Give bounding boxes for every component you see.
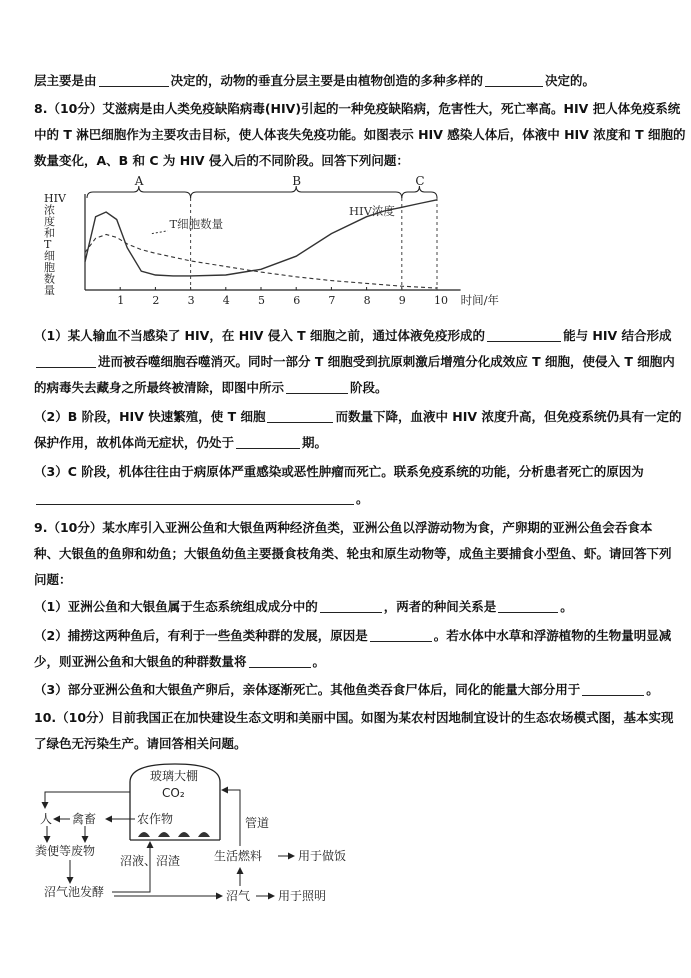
q8-intro-line-3: 数量变化，A、B 和 C 为 HIV 侵入后的不同阶段。回答下列问题： (34, 153, 409, 168)
t-cell-annotation: T细胞数量 (169, 216, 224, 231)
phase-label: A (134, 176, 144, 188)
answer-blank[interactable] (370, 628, 432, 642)
pipe-label: 管道 (245, 816, 270, 830)
x-tick-label: 2 (152, 294, 160, 307)
answer-blank[interactable] (582, 682, 644, 696)
answer-blank[interactable] (36, 354, 96, 368)
answer-blank[interactable] (286, 380, 348, 394)
x-tick-label: 3 (187, 294, 195, 307)
q8-sub3-line-1: （3）C 阶段，机体往往由于病原体严重感染或恶性肿瘤而死亡。联系免疫系统的功能，分析患者死亡的原因为 (34, 464, 644, 479)
q10-intro-line-2: 了绿色无污染生产。请回答相关问题。 (34, 736, 247, 751)
y-axis-label-char: 细 (44, 249, 55, 263)
q9-sub1-line: （1）亚洲公鱼和大银鱼属于生态系统组成成分中的 ，两者的种间关系是 。 (34, 599, 573, 614)
y-axis-label-char: 量 (44, 284, 55, 297)
q8-sub1-line-1: （1）某人输血不当感染了 HIV，在 HIV 侵入 T 细胞之前，通过体液免疫形成的 能与 HIV 结合形成 (34, 328, 672, 343)
answer-blank[interactable] (485, 73, 543, 87)
y-axis-label-char: T (44, 238, 52, 251)
x-tick-label: 9 (398, 294, 406, 307)
q8-sub2-line-1: （2）B 阶段，HIV 快速繁殖，使 T 细胞 而数量下降，血液中 HIV 浓度升高，但免疫系统仍具有一定的 (34, 409, 682, 424)
x-tick-label: 10 (434, 294, 448, 307)
y-axis-label-char: 和 (44, 226, 55, 240)
x-tick-label: 5 (258, 294, 265, 307)
y-axis-label-char: 度 (44, 215, 55, 228)
x-tick-label: 8 (363, 294, 371, 307)
crops-label: 农作物 (137, 812, 174, 826)
phase-label: B (292, 176, 302, 188)
phase-label: C (415, 176, 425, 188)
t-cell-series-line (85, 235, 437, 289)
x-tick-label: 1 (117, 294, 125, 307)
q8-sub1-line-2: 进而被吞噬细胞吞噬消灭。同时一部分 T 细胞受到抗原刺激后增殖分化成效应 T 细胞，使侵入 T 细胞内 (34, 353, 664, 371)
eco-farm-diagram (30, 760, 370, 910)
cooking-label: 用于做饭 (298, 849, 347, 863)
x-tick-label: 4 (222, 294, 230, 307)
q10-intro-line-1: 10.（10分）目前我国正在加快建设生态文明和美丽中国。如图为某农村因地制宜设计的生态农场模式图，基本实现 (34, 710, 674, 725)
x-axis-label: 时间/年 (460, 293, 499, 307)
y-axis-label-char: HIV (44, 192, 66, 205)
q9-sub3-line: （3）部分亚洲公鱼和大银鱼产卵后，亲体逐渐死亡。其他鱼类吞食尸体后，同化的能量大部分用于 。 (34, 682, 659, 697)
y-axis-label-char: 数 (44, 272, 55, 286)
q8-sub1-line-3: 的病毒失去藏身之所最终被清除，即图中所示 阶段。 (34, 380, 388, 395)
t-cell-leader (152, 231, 168, 234)
q8-intro-line-1: 8.（10分）艾滋病是由人类免疫缺陷病毒(HIV)引起的一种免疫缺陷病，危害性大，死亡率高。HIV 把人体免疫系统 (34, 101, 681, 116)
person-label: 人 (40, 812, 53, 826)
q9-sub2-line-2: 少，则亚洲公鱼和大银鱼的种群数量将 。 (34, 654, 326, 669)
biogas-label: 沼气 (226, 889, 251, 903)
answer-blank[interactable] (267, 409, 333, 423)
answer-blank[interactable] (487, 328, 561, 342)
answer-blank[interactable] (498, 599, 558, 613)
top-line: 层主要是由 决定的，动物的垂直分层主要是由植物创造的多种多样的 决定的。 (34, 73, 596, 88)
poultry-label: 禽畜 (72, 812, 97, 826)
answer-blank[interactable] (36, 491, 354, 505)
manure-label: 粪便等废物 (35, 844, 96, 858)
q9-intro-line-3: 问题： (34, 572, 72, 587)
fuel-label: 生活燃料 (214, 849, 263, 863)
q9-intro-line-2: 种、大银鱼的鱼卵和幼鱼；大银鱼幼鱼主要摄食枝角类、轮虫和原生动物等，成鱼主要捕食小型鱼、虾。请回答下列 (34, 546, 672, 561)
answer-blank[interactable] (249, 654, 311, 668)
digester-label: 沼气池发酵 (44, 885, 105, 899)
crop-leaves-icon (138, 832, 210, 837)
x-tick-label: 7 (328, 294, 336, 307)
greenhouse-label: 玻璃大棚 (150, 769, 199, 783)
co2-label: CO₂ (162, 786, 185, 800)
x-tick-label: 6 (293, 294, 301, 307)
hiv-chart (38, 176, 508, 316)
q8-sub2-line-2: 保护作用，故机体尚无症状，仍处于 期。 (34, 435, 328, 450)
q8-intro-line-2: 中的 T 淋巴细胞作为主要攻击目标，使人体丧失免疫功能。如图表示 HIV 感染人体后，体液中 HIV 浓度和 T 细胞的 (34, 127, 686, 142)
lighting-label: 用于照明 (278, 889, 327, 903)
answer-blank[interactable] (99, 73, 169, 87)
y-axis-label-char: 胞 (44, 261, 55, 274)
q9-intro-line-1: 9.（10分）某水库引入亚洲公鱼和大银鱼两种经济鱼类，亚洲公鱼以浮游动物为食，产卵期的亚洲公鱼会吞食本 (34, 520, 653, 535)
y-axis-label-char: 浓 (44, 203, 55, 217)
q8-sub3-line-2: 。 (34, 490, 664, 508)
q9-sub2-line-1: （2）捕捞这两种鱼后，有利于一些鱼类种群的发展，原因是 。若水体中水草和浮游植物的生物量明显减 (34, 628, 672, 643)
biogas-liquid-label: 沼液、沼渣 (120, 854, 181, 868)
answer-blank[interactable] (236, 435, 300, 449)
hiv-annotation: HIV浓度 (349, 203, 395, 218)
answer-blank[interactable] (320, 599, 382, 613)
